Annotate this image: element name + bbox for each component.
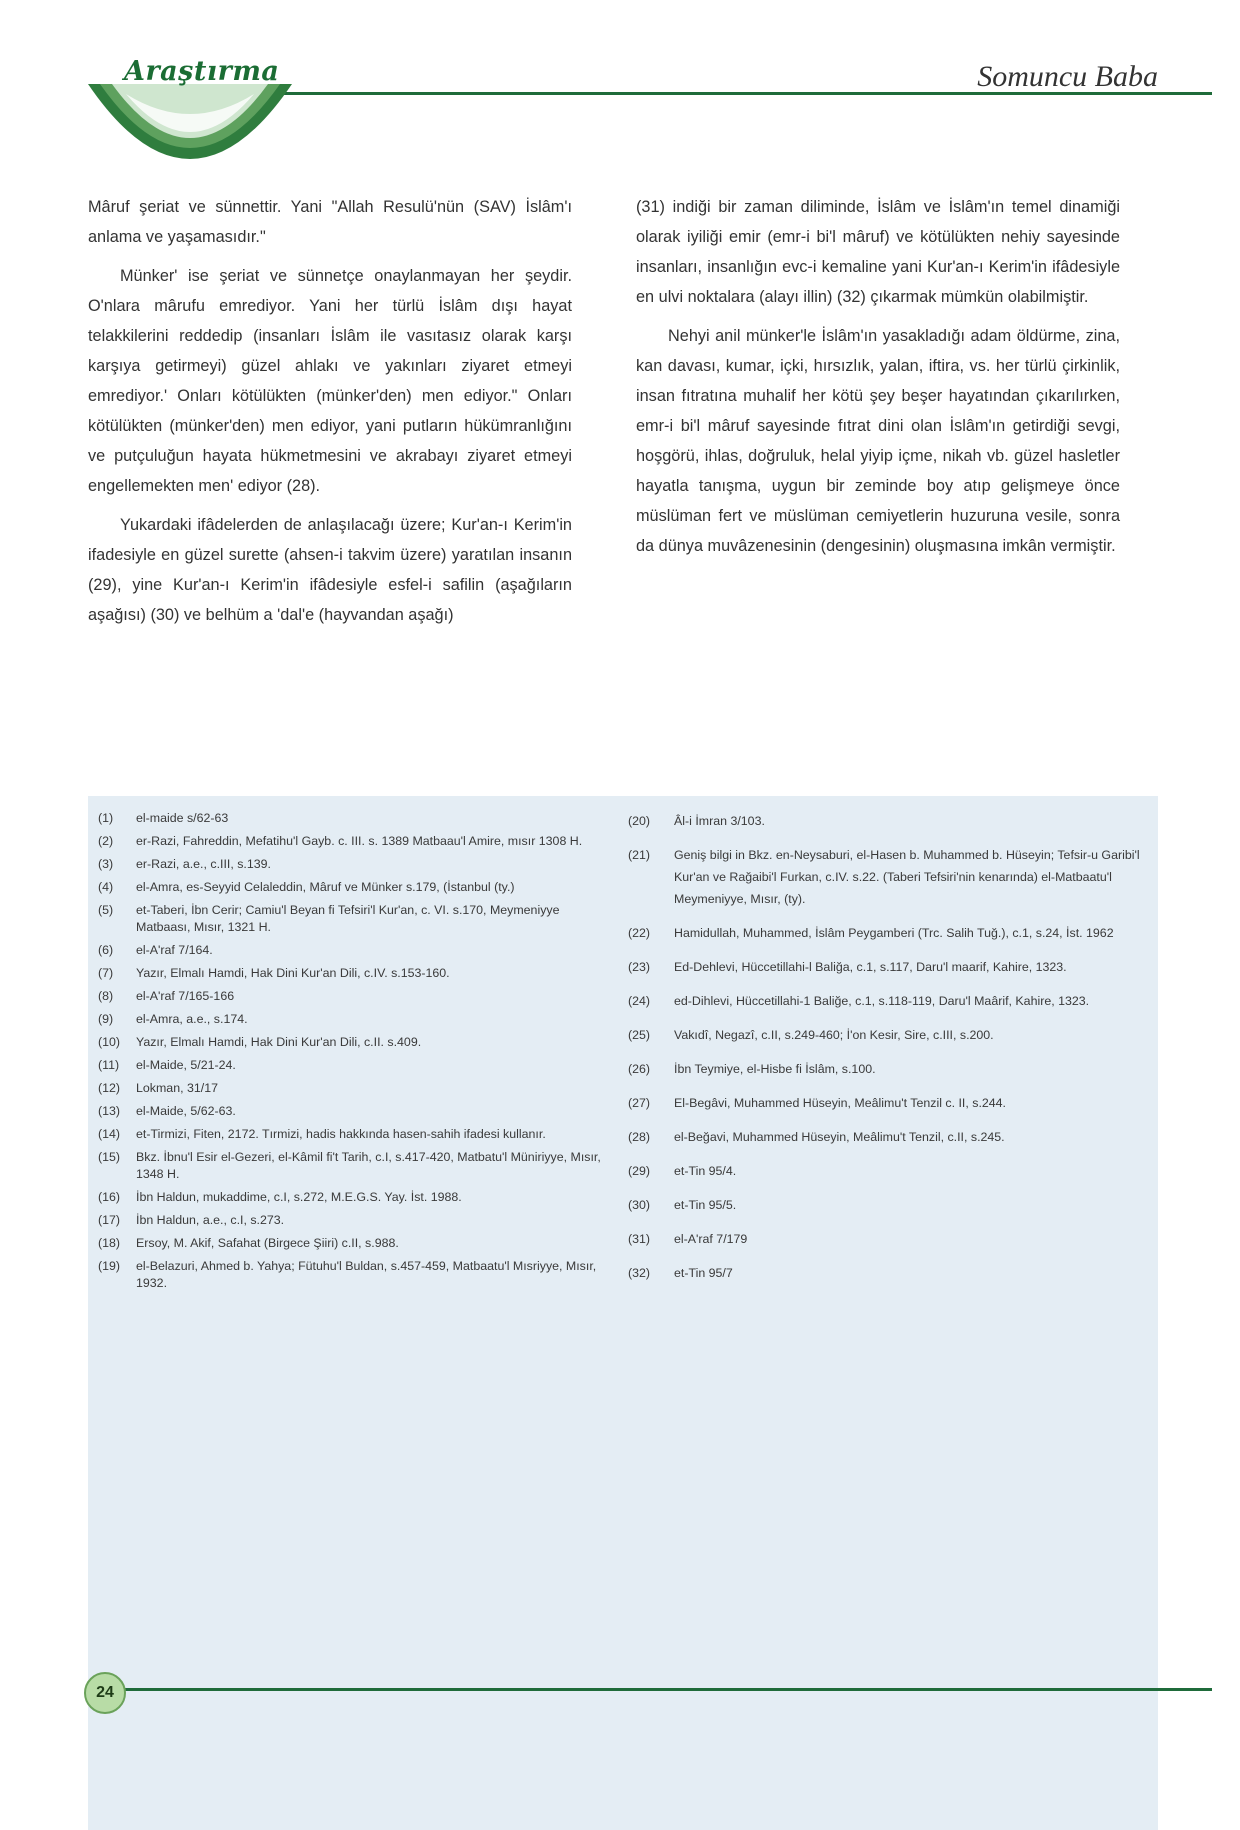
footnote-number: (10) (98, 1035, 121, 1049)
footnote-number: (29) (628, 1164, 651, 1178)
footnote-text: Geniş bilgi in Bkz. en-Neysaburi, el-Hasen b. Muhammed b. Hüseyin; Tefsir-u Garibi'l Kur'an ve Rağaibi'l Furkan, c.IV. s.22. (Taberi Tefsiri'nin kenarında) el-Matbaatu'l Meymeniyye, Mısır, (ty). (674, 848, 1140, 906)
footnote-text: ed-Dihlevi, Hüccetillahi-1 Baliğe, c.1, s.118-119, Daru'l Maârif, Kahire, 1323. (674, 994, 1090, 1008)
paragraph: Münker' ise şeriat ve sünnetçe onaylanmayan her şeydir. O'nlara mârufu emrediyor. Yani her türlü İslâm dışı hayat telakkilerini reddedip (insanları İslâm ile vasıtasız olarak karşı karşıya getirmeyi) güzel ahlakı ve yakınları ziyaret etmeyi emrediyor.' Onları kötülükten (münker'den) men ediyor." Onları kötülükten (münker'den) men ediyor, yani putların hükümranlığını ve putçuluğun hayata hükmetmesini ve akrabayı ziyaret etmeyi engellemekten men' ediyor (28). (88, 267, 572, 495)
footnote-number: (26) (628, 1062, 651, 1076)
paragraph: Mâruf şeriat ve sünnettir. Yani "Allah Resulü'nün (SAV) İslâm'ı anlama ve yaşamasıdır." (88, 198, 572, 246)
footnote-number: (11) (98, 1058, 120, 1072)
footnote (628, 1024, 1148, 1046)
footnote-text: el-Maide, 5/21-24. (136, 1058, 236, 1072)
footnote-text: er-Razi, Fahreddin, Mefatihu'l Gayb. c. III. s. 1389 Matbaau'l Amire, mısır 1308 H. (136, 834, 583, 848)
footnote-number: (13) (98, 1104, 121, 1118)
footnote-number: (9) (98, 1012, 114, 1026)
footnote-number: (3) (98, 857, 114, 871)
footnote (98, 856, 610, 873)
footnote (628, 1228, 1148, 1250)
footnote-number: (15) (98, 1150, 121, 1164)
footnote-text: et-Tin 95/5. (674, 1198, 737, 1212)
footnote-text: et-Tin 95/4. (674, 1164, 737, 1178)
footnote-number: (5) (98, 903, 114, 917)
footnote-number: (7) (98, 966, 114, 980)
footnote-number: (17) (98, 1213, 121, 1227)
footnote (98, 833, 610, 850)
footnote-text: Lokman, 31/17 (136, 1081, 218, 1095)
header-bowl-ornament (86, 84, 294, 168)
footnote-text: el-Maide, 5/62-63. (136, 1104, 236, 1118)
footnote (98, 810, 610, 827)
footnote (98, 902, 610, 936)
footnote-text: el-Belazuri, Ahmed b. Yahya; Fütuhu'l Buldan, s.457-459, Matbaatu'l Mısriyye, Mısır, 1932. (136, 1259, 597, 1290)
footnote-number: (25) (628, 1028, 651, 1042)
page-number: 24 (84, 1672, 126, 1714)
footnote-number: (6) (98, 943, 114, 957)
footnote-number: (23) (628, 960, 651, 974)
footnote (98, 942, 610, 959)
footnote-text: el-Beğavi, Muhammed Hüseyin, Meâlimu't Tenzil, c.II, s.245. (674, 1130, 1005, 1144)
footnote (628, 1058, 1148, 1080)
footnote-number: (4) (98, 880, 114, 894)
footnote-number: (14) (98, 1127, 121, 1141)
footnote-text: Âl-i İmran 3/103. (674, 814, 765, 828)
magazine-title: Somuncu Baba (977, 60, 1158, 93)
footnote (98, 965, 610, 982)
footnote (628, 844, 1148, 910)
footnote-number: (31) (628, 1232, 651, 1246)
footnote-text: Yazır, Elmalı Hamdi, Hak Dini Kur'an Dili, c.II. s.409. (136, 1035, 422, 1049)
footnote-text: et-Taberi, İbn Cerir; Camiu'l Beyan fi Tefsiri'l Kur'an, c. VI. s.170, Meymeniyye Matbaası, Mısır, 1321 H. (136, 903, 560, 934)
footnote-number: (1) (98, 811, 114, 825)
section-title: Araştırma (124, 56, 280, 87)
footnote-text: et-Tin 95/7 (674, 1266, 733, 1280)
footnote-text: el-Amra, a.e., s.174. (136, 1012, 248, 1026)
footnote-number: (30) (628, 1198, 651, 1212)
paragraph: Yukardaki ifâdelerden de anlaşılacağı üzere; Kur'an-ı Kerim'in ifadesiyle en güzel surette (ahsen-i takvim üzere) yaratılan insanın (29), yine Kur'an-ı Kerim'in ifâdesiyle esfel-i safilin (aşağıların aşağısı) (30) ve belhüm a 'dal'e (hayvandan aşağı) (88, 516, 572, 624)
footnote (98, 1034, 610, 1051)
footnote (98, 1011, 610, 1028)
footnote-text: İbn Haldun, a.e., c.I, s.273. (136, 1213, 285, 1227)
left-text-column (88, 192, 572, 639)
footnote-text: Yazır, Elmalı Hamdi, Hak Dini Kur'an Dili, c.IV. s.153-160. (136, 966, 450, 980)
footnote-text: el-A'raf 7/165-166 (136, 989, 235, 1003)
footnote-number: (21) (628, 848, 651, 862)
footnote-text: İbn Haldun, mukaddime, c.I, s.272, M.E.G.S. Yay. İst. 1988. (136, 1190, 462, 1204)
footnote-text: el-maide s/62-63 (136, 811, 229, 825)
footnote-text: el-A'raf 7/179 (674, 1232, 748, 1246)
footnote-number: (16) (98, 1190, 121, 1204)
footnote (98, 1212, 610, 1229)
footnote-number: (22) (628, 926, 651, 940)
footnote-text: el-Amra, es-Seyyid Celaleddin, Mâruf ve Münker s.179, (İstanbul (ty.) (136, 880, 515, 894)
footnote (98, 1258, 610, 1292)
footnote-number: (12) (98, 1081, 121, 1095)
footnote (628, 956, 1148, 978)
footnote (98, 1235, 610, 1252)
footnote-number: (19) (98, 1259, 121, 1273)
footnote (98, 1126, 610, 1143)
footnote-number: (32) (628, 1266, 651, 1280)
footnote (98, 988, 610, 1005)
footnote (98, 1149, 610, 1183)
footnote (628, 1126, 1148, 1148)
footnote-number: (8) (98, 989, 114, 1003)
footnote (628, 990, 1148, 1012)
footnote-text: Ersoy, M. Akif, Safahat (Birgece Şiiri) c.II, s.988. (136, 1236, 399, 1250)
footnote-text: Ed-Dehlevi, Hüccetillahi-l Baliğa, c.1, s.117, Daru'l maarif, Kahire, 1323. (674, 960, 1067, 974)
footnote-text: İbn Teymiye, el-Hisbe fi İslâm, s.100. (674, 1062, 876, 1076)
paragraph: Nehyi anil münker'le İslâm'ın yasakladığı adam öldürme, zina, kan davası, kumar, içki, hırsızlık, yalan, iftira, vs. her türlü çirkinlik, insan fıtratına muhalif her kötü şey beşer hayatından çıkarılırken, emr-i bi'l mâruf sayesinde fıtrat dini olan İslâm'ın getirdiği sevgi, hoşgörü, ihlas, doğruluk, helal yiyip içme, nikah vb. güzel hasletler hayatla tanışma, uygun bir zeminde boy atıp gelişmeye önce müslüman fert ve müslüman cemiyetlerin huzuruna vesile, sonra da dünya muvâzenesinin (dengesinin) oluşmasına imkân vermiştir. (636, 327, 1120, 555)
footnotes-right-column (628, 810, 1148, 1296)
paragraph: (31) indiği bir zaman diliminde, İslâm ve İslâm'ın temel dinamiği olarak iyiliği emir (emr-i bi'l mâruf) ve kötülükten nehiy sayesinde insanları, insanlığın evc-i kemaline yani Kur'an-ı Kerim'in ifâdesiyle en ulvi noktalara (alayı illin) (32) çıkarmak mümkün olabilmiştir. (636, 198, 1120, 306)
footnote-number: (18) (98, 1236, 121, 1250)
footnote (98, 1189, 610, 1206)
footnote (98, 1080, 610, 1097)
footnotes-box (88, 796, 1158, 1830)
footnote (628, 922, 1148, 944)
footnote (98, 1057, 610, 1074)
footnote-number: (27) (628, 1096, 651, 1110)
footnote (628, 810, 1148, 832)
footnotes-left-column (98, 810, 610, 1298)
footnote-text: er-Razi, a.e., c.III, s.139. (136, 857, 271, 871)
footnote-text: el-A'raf 7/164. (136, 943, 213, 957)
footnote-number: (20) (628, 814, 651, 828)
footnote-number: (28) (628, 1130, 651, 1144)
footnote-number: (2) (98, 834, 114, 848)
footnote (628, 1194, 1148, 1216)
footnote-text: Bkz. İbnu'l Esir el-Gezeri, el-Kâmil fi't Tarih, c.I, s.417-420, Matbatu'l Müniriyye, Mısır, 1348 H. (136, 1150, 601, 1181)
footnote (98, 879, 610, 896)
footnote-text: et-Tirmizi, Fiten, 2172. Tırmizi, hadis hakkında hasen-sahih ifadesi kullanır. (136, 1127, 546, 1141)
footnote (98, 1103, 610, 1120)
footnote-text: Hamidullah, Muhammed, İslâm Peygamberi (Trc. Salih Tuğ.), c.1, s.24, İst. 1962 (674, 926, 1114, 940)
footnote-text: El-Begâvi, Muhammed Hüseyin, Meâlimu't Tenzil c. II, s.244. (674, 1096, 1006, 1110)
footnote-text: Vakıdî, Negazî, c.II, s.249-460; İ'on Kesir, Sire, c.III, s.200. (674, 1028, 994, 1042)
footnote (628, 1092, 1148, 1114)
footnote (628, 1160, 1148, 1182)
footnote (628, 1262, 1148, 1284)
footer-rule (112, 1688, 1212, 1691)
right-text-column (636, 192, 1120, 570)
footnote-number: (24) (628, 994, 651, 1008)
